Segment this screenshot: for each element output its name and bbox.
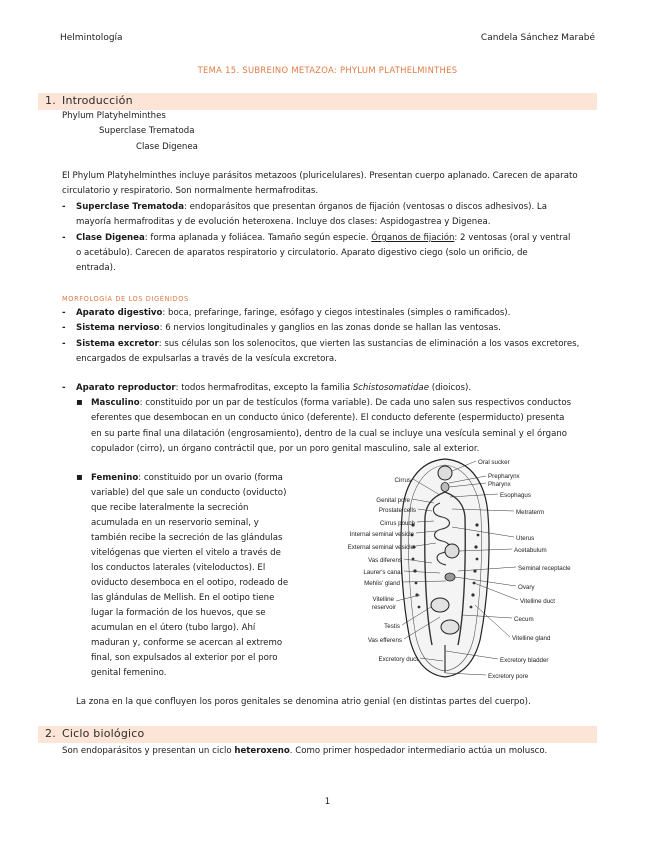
- female-line: los conductos laterales (viteloductos). El: [91, 563, 266, 573]
- diagram-label: External seminal vesicle: [347, 544, 414, 551]
- diagram-label: Excretory duct: [378, 656, 418, 663]
- term: Aparato digestivo: [76, 308, 163, 318]
- morph-excretory: [76, 337, 579, 352]
- diagram-label: Vas diferens: [368, 557, 402, 564]
- bold-term: heteroxeno: [234, 746, 290, 756]
- diagram-label: Cirrus: [394, 477, 411, 484]
- female-line: lugar la formación de los huevos, que se: [91, 608, 266, 618]
- diagram-label: Prepharynx: [488, 473, 520, 480]
- diagram-label: Vitelline duct: [520, 598, 555, 605]
- diagram-label: Cirrus pouch: [379, 520, 415, 527]
- list-dash: -: [62, 233, 66, 243]
- diagram-label: Metraterm: [516, 509, 545, 516]
- diagram-label: Cecum: [514, 616, 534, 623]
- female-line-1: [91, 471, 283, 486]
- list-dash: -: [62, 323, 66, 333]
- text: : constituido por un par de testículos (forma variable). De cada uno salen sus respectivos conductos: [139, 398, 572, 408]
- section-2-number: 2.: [45, 727, 56, 740]
- diagram-label: Excretory pore: [488, 673, 529, 680]
- list-dash: -: [62, 383, 66, 393]
- female-line: también recibe la secreción de las glándulas: [91, 533, 283, 543]
- intro-line-1: El Phylum Platyhelminthes incluye parásitos metazoos (pluricelulares). Presentan cuerpo aplanado. Carecen de aparato: [62, 171, 578, 181]
- term: Superclase Trematoda: [76, 202, 185, 212]
- male-line-2: eferentes que desembocan en un conducto único (deferente). El conducto deferente (espermiducto) presenta: [91, 413, 565, 423]
- term: Femenino: [91, 473, 139, 483]
- female-line: las glándulas de Mellish. En el ootipo tiene: [91, 593, 275, 603]
- diagram-label: Mehlis' gland: [364, 580, 400, 587]
- bullet-icon: ▪: [76, 397, 83, 408]
- section-1-title: Introducción: [62, 94, 133, 107]
- diagram-label: Genital pore: [376, 497, 410, 504]
- text: . Como primer hospedador intermediario actúa un molusco.: [289, 746, 548, 756]
- text: : endoparásitos que presentan órganos de fijación (ventosas o discos adhesivos). La: [184, 202, 547, 212]
- male-line-1: [91, 396, 571, 411]
- male-line-4: copulador (cirro), un órgano contráctil que, por un poro genital masculino, sale al exterior.: [91, 444, 480, 454]
- list-dash: -: [62, 202, 66, 212]
- morph-nervous: [76, 321, 501, 336]
- morph-reproductive: [76, 381, 471, 396]
- page-number: 1: [324, 797, 331, 807]
- female-line: acumulan en el útero (tubo largo). Ahí: [91, 623, 256, 633]
- text: : 2 ventosas (oral y ventral: [454, 233, 571, 243]
- diagram-label: Excretory bladder: [500, 657, 549, 664]
- list-item-superclase: [76, 200, 547, 215]
- text: Son endoparásitos y presentan un ciclo: [62, 746, 235, 756]
- diagram-label: Uterus: [516, 535, 535, 542]
- testis: [431, 598, 449, 612]
- diagram-label: Acetabulum: [514, 547, 547, 554]
- diagram-label: Testis: [384, 623, 400, 630]
- list-item-digenea-l3: entrada).: [76, 263, 116, 273]
- female-line: que recibe lateralmente la secreción: [91, 503, 249, 513]
- text: : boca, prefaringe, faringe, esófago y ciegos intestinales (simples o ramificados).: [162, 308, 511, 318]
- taxonomy-class: Clase Digenea: [136, 142, 198, 152]
- bullet-icon: ▪: [76, 472, 83, 483]
- acetabulum: [445, 544, 459, 558]
- intro-line-2: circulatorio y respiratorio. Son normalmente hermafroditas.: [62, 186, 319, 196]
- female-line: vitelógenas que vierten el vitelo a través de: [91, 548, 281, 558]
- term: Masculino: [91, 398, 140, 408]
- header-subject: Helmintología: [60, 33, 123, 43]
- text: : todos hermafroditas, excepto la familia: [175, 383, 353, 393]
- diagram-label: Esophagus: [500, 492, 531, 499]
- oral-sucker: [438, 466, 452, 480]
- term: Clase Digenea: [76, 233, 145, 243]
- female-line: maduran y, conforme se acercan al extremo: [91, 638, 283, 648]
- female-line: variable) del que sale un conducto (oviducto): [91, 488, 287, 498]
- list-item-digenea-l2: o acetábulo). Carecen de aparatos respiratorio y circulatorio. Aparato digestivo ciego (solo un orificio, de: [76, 248, 528, 258]
- list-dash: -: [62, 308, 66, 318]
- diagram-label: Vas efferens: [367, 637, 402, 644]
- text: : sus células son los solenocitos, que vierten las sustancias de eliminación a los vasos excretores,: [158, 339, 580, 349]
- term: Sistema excretor: [76, 339, 159, 349]
- section-1-number: 1.: [45, 94, 56, 107]
- document-title: TEMA 15. SUBREINO METAZOA: PHYLUM PLATHELMINTHES: [197, 65, 458, 75]
- section-2-text: [62, 744, 547, 759]
- taxonomy-superclass: Superclase Trematoda: [99, 126, 195, 136]
- diagram-label: Laurer's canal: [363, 569, 402, 576]
- female-line: oviducto desemboca en el ootipo, rodeado de: [91, 578, 289, 588]
- underlined-term: Órganos de fijación: [371, 233, 455, 243]
- list-item-digenea: [76, 231, 570, 246]
- morphology-heading: MORFOLOGÍA DE LOS DIGÉNIDOS: [62, 295, 189, 303]
- male-line-3: en su parte final una dilatación (engrosamiento), dentro de la cual se incluye una vesícula seminal y el órgano: [91, 429, 568, 439]
- diagram-label: Pharynx: [488, 481, 511, 488]
- diagram-label: Vitelline: [372, 596, 394, 603]
- text: : forma aplanada y foliácea. Tamaño según especie.: [144, 233, 372, 243]
- diagram-label: Ovary: [518, 584, 535, 591]
- term: Aparato reproductor: [76, 383, 176, 393]
- taxonomy-phylum: Phylum Platyhelminthes: [62, 111, 166, 121]
- text: (dioicos).: [428, 383, 472, 393]
- diagram-label: reservoir: [371, 604, 396, 611]
- trematode-anatomy-diagram: [300, 455, 590, 685]
- ovary: [445, 573, 455, 581]
- family-name: Schistosomatidae: [352, 383, 429, 393]
- text: : constituido por un ovario (forma: [138, 473, 283, 483]
- header-author: Candela Sánchez Marabé: [480, 33, 595, 43]
- text: : 6 nervios longitudinales y ganglios en las zonas donde se hallan las ventosas.: [159, 323, 501, 333]
- female-line: genital femenino.: [91, 668, 167, 678]
- female-line: acumulada en un reservorio seminal, y: [91, 518, 259, 528]
- diagram-label: Seminal receptacle: [518, 565, 571, 572]
- female-line: final, son expulsados al exterior por el poro: [91, 653, 278, 663]
- diagram-label: Vitelline gland: [512, 635, 551, 642]
- testis: [441, 620, 459, 634]
- term: Sistema nervioso: [76, 323, 160, 333]
- section-2-title: Ciclo biológico: [62, 727, 145, 740]
- morph-digestive: [76, 306, 510, 321]
- list-item-superclase-l2: mayoría hermafroditas y de evolución heteroxena. Incluye dos clases: Aspidogastrea y Digenea.: [76, 217, 491, 227]
- diagram-label: Internal seminal vesicle: [349, 531, 414, 538]
- atrium-text: La zona en la que confluyen los poros genitales se denomina atrio genial (en distintas partes del cuerpo).: [76, 697, 531, 707]
- diagram-label: Prostate cells: [378, 507, 416, 514]
- list-dash: -: [62, 339, 66, 349]
- diagram-label: Oral sucker: [478, 459, 510, 466]
- pharynx: [441, 483, 449, 492]
- morph-excretory-l2: encargados de expulsarlas a través de la vesícula excretora.: [76, 354, 337, 364]
